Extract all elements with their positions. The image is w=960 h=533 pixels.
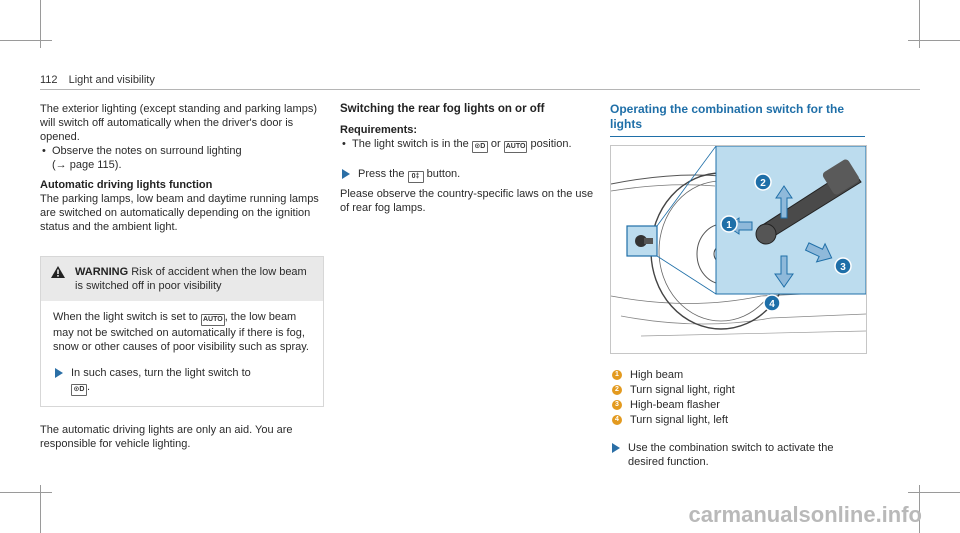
action-arrow-icon bbox=[612, 443, 620, 453]
combination-switch-action: Use the combination switch to activate the desired function. bbox=[610, 441, 865, 469]
press-fog-action: Press the 0‡ button. bbox=[340, 167, 595, 183]
legend-item: 2 Turn signal light, right bbox=[610, 383, 865, 397]
crop-mark bbox=[0, 492, 52, 493]
page-number: 112 bbox=[40, 74, 58, 86]
figure-callout-1: 1 bbox=[726, 220, 732, 231]
crop-mark bbox=[908, 40, 960, 41]
section-title: Light and visibility bbox=[68, 74, 155, 86]
requirements-label: Requirements: bbox=[340, 124, 418, 136]
legend-item: 1 High beam bbox=[610, 368, 865, 382]
running-header bbox=[40, 73, 155, 87]
crop-mark bbox=[0, 40, 52, 41]
warning-label: WARNING bbox=[75, 266, 129, 278]
low-beam-symbol-icon: ⊙D bbox=[71, 384, 87, 396]
figure-legend bbox=[610, 368, 865, 427]
warning-title: Risk of accident when the low beam is switched off in poor visibility bbox=[75, 266, 307, 292]
warning-body bbox=[41, 301, 323, 406]
column-left bbox=[40, 102, 322, 451]
watermark: carmanualsonline.info bbox=[688, 502, 922, 527]
column-middle bbox=[340, 102, 595, 215]
heading-underline bbox=[610, 136, 865, 137]
legend-item: 3 High-beam flasher bbox=[610, 398, 865, 412]
column-right bbox=[610, 102, 865, 469]
requirement-bullet: • The light switch is in the ⊙D or AUTO position. bbox=[340, 137, 595, 153]
rear-fog-heading: Switching the rear fog lights on or off bbox=[340, 103, 545, 115]
warning-text: When the light switch is set to AUTO , the low beam may not be switched on automatically if there is fog, snow or other causes of poor visibility such as spray. bbox=[53, 311, 309, 353]
fog-laws-note: Please observe the country-specific laws on the use of rear fog lamps. bbox=[340, 188, 594, 214]
intro-paragraph: The exterior lighting (except standing and parking lamps) will switch off automatically when the driver's door is opened. bbox=[40, 103, 317, 143]
figure-callout-3: 3 bbox=[840, 262, 846, 273]
auto-lights-heading: Automatic driving lights function bbox=[40, 179, 213, 191]
legend-item: 4 Turn signal light, left bbox=[610, 413, 865, 427]
warning-box bbox=[40, 256, 324, 407]
warning-action: In such cases, turn the light switch to ⊙D . bbox=[53, 366, 313, 396]
action-arrow-icon bbox=[342, 169, 350, 179]
warning-header bbox=[41, 257, 323, 301]
warning-triangle-icon bbox=[51, 266, 65, 278]
crop-mark bbox=[908, 492, 960, 493]
combination-switch-figure bbox=[610, 145, 867, 354]
auto-symbol-icon: AUTO bbox=[201, 314, 225, 326]
outro-paragraph: The automatic driving lights are only an aid. You are responsible for vehicle lighting. bbox=[40, 424, 293, 450]
figure-callout-4: 4 bbox=[769, 299, 775, 310]
header-divider bbox=[40, 89, 920, 90]
low-beam-symbol-icon: ⊙D bbox=[472, 141, 488, 153]
auto-symbol-icon: AUTO bbox=[504, 141, 528, 153]
action-arrow-icon bbox=[55, 368, 63, 378]
steering-column-illustration bbox=[611, 146, 866, 353]
auto-lights-body: The parking lamps, low beam and daytime running lamps are switched on automatically depending on the ignition status and the ambient light. bbox=[40, 193, 319, 233]
figure-callout-2: 2 bbox=[760, 178, 766, 189]
surround-lighting-bullet: • Observe the notes on surround lighting (→ page 115). bbox=[40, 144, 322, 172]
rear-fog-button-icon: 0‡ bbox=[408, 171, 424, 183]
page-reference-link[interactable]: (→ page 115). bbox=[52, 159, 122, 171]
combination-switch-heading: Operating the combination switch for the lights bbox=[610, 102, 845, 131]
